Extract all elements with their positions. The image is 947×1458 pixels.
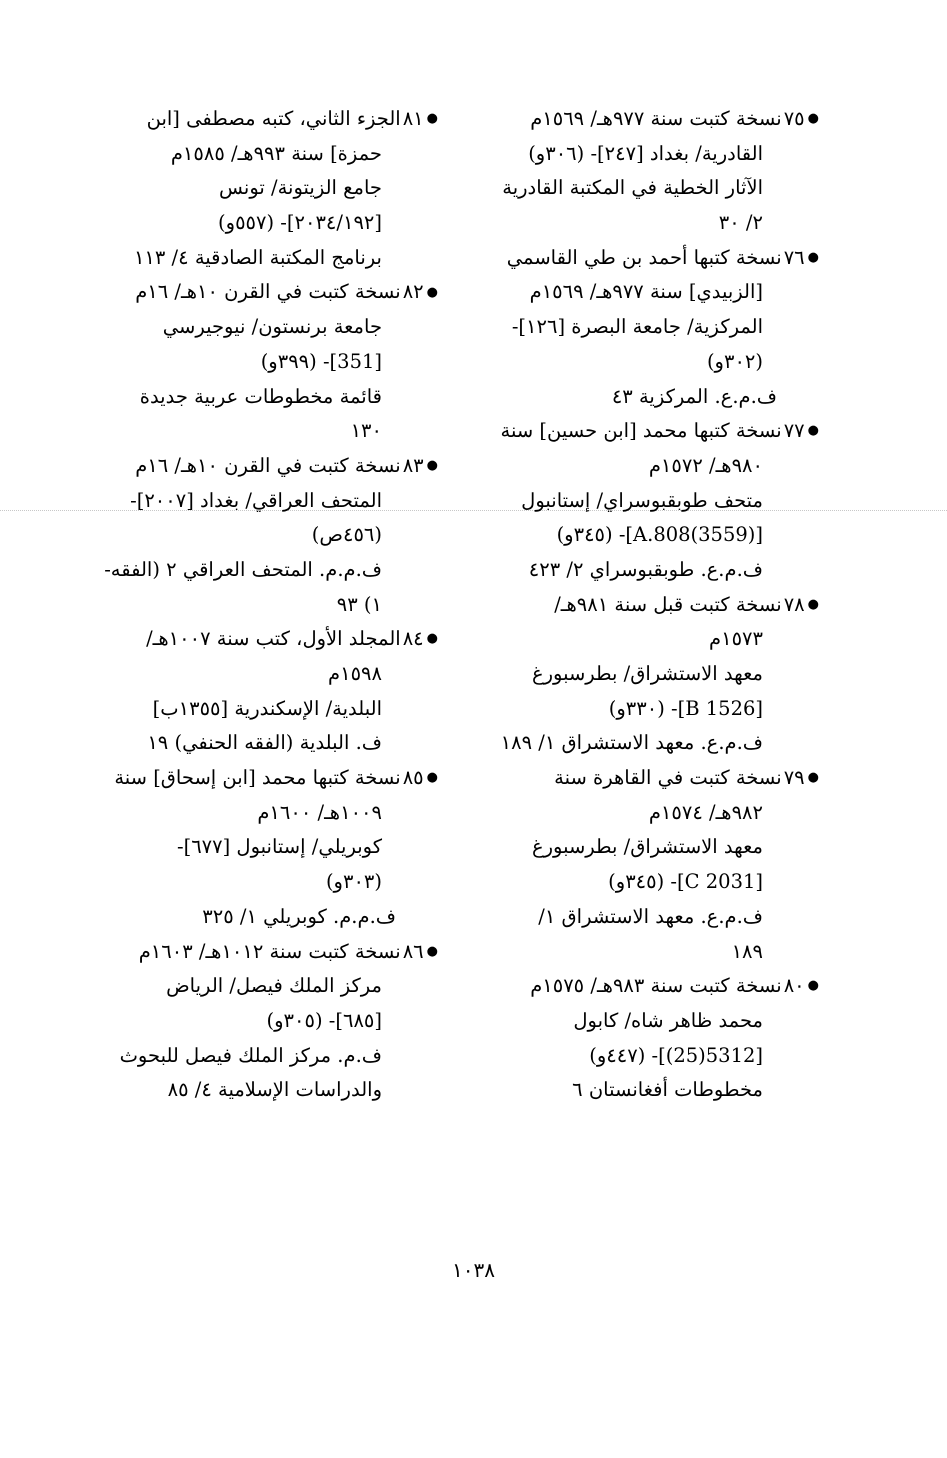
entry-number: ٨٠ [783, 974, 805, 998]
continuation-line: معهد الاستشراق/ بطرسبورغ [531, 662, 763, 685]
continuation-line: ف.م.ع. معهد الاستشراق ١/ ١٨٩ [500, 731, 763, 755]
bullet-icon: ● [426, 770, 438, 786]
continuation-line: (٣٠٢و) [706, 349, 763, 373]
continuation-line: ف. البلدية (الفقه الحنفي) ١٩ [147, 731, 382, 755]
continuation-line: متحف طوبقبوسراي/ إستانبول [521, 488, 763, 512]
page-number: ١٠٣٨ [452, 1258, 495, 1282]
entry-line [100, 622, 438, 657]
continuation-line: [351]- (٣٩٩و) [260, 349, 382, 373]
continuation-line: القادرية/ بغداد [٢٤٧]- (٣٠٦و) [528, 141, 763, 165]
continuation-line: ١٠٠٩هـ/ ١٦٠٠م [257, 800, 382, 824]
entry-number: ٧٦ [783, 245, 805, 269]
entry-number: ٨٣ [402, 453, 424, 477]
entry-text: نسخة كتبت سنة ٩٨٣هـ/ ١٥٧٥م [530, 974, 782, 998]
entry-line [474, 414, 819, 449]
entry-text: نسخة كتبها أحمد بن طي القاسمي [506, 245, 782, 269]
entry-line [474, 969, 819, 1004]
entry-line [100, 761, 438, 796]
continuation-line: [٢٠٣٤/١٩٢]- (٥٥٧و) [218, 211, 382, 235]
continuation-line: كوبريلي/ إستانبول [٦٧٧]- [176, 835, 382, 859]
continuation-line: جامعة برنستون/ نيوجيرسي [162, 315, 382, 339]
bullet-icon: ● [426, 284, 438, 300]
entry-line [474, 761, 819, 796]
continuation-line: محمد ظاهر شاه/ كابول [573, 1008, 763, 1032]
continuation-line: (٣٠٣و) [325, 870, 382, 894]
bullet-icon: ● [807, 423, 819, 439]
continuation-line: ف.م.م. كوبريلي ١/ ٣٢٥ [202, 904, 396, 928]
continuation-line: جامع الزيتونة/ تونس [219, 176, 382, 200]
entry-text: نسخة كتبت سنة ٩٧٧هـ/ ١٥٦٩م [530, 107, 782, 130]
continuation-line: ١٨٩ [731, 939, 763, 963]
entry-number: ٨٢ [402, 280, 424, 304]
entry-number: ٧٩ [783, 766, 805, 790]
continuation-line: [الزبيدي] سنة ٩٧٧هـ/ ١٥٦٩م [529, 280, 763, 304]
entry-text: نسخة كتبها محمد [ابن حسين] سنة [500, 419, 782, 443]
entry-number: ٨٥ [402, 766, 424, 790]
continuation-line: قائمة مخطوطات عربية جديدة [139, 384, 382, 408]
entry-number: ٨٦ [402, 939, 424, 963]
entry-text: نسخة كتبت قبل سنة ٩٨١هـ/ [554, 592, 782, 616]
continuation-line: الآثار الخطية في المكتبة القادرية [502, 176, 763, 200]
entry-text: الجزء الثاني، كتبه مصطفى [ابن [146, 107, 401, 130]
continuation-line: [5312(25)]- (٤٤٧و) [589, 1043, 763, 1067]
continuation-line: ٢/ ٣٠ [718, 211, 763, 235]
entry-line [474, 588, 819, 623]
continuation-line: ١) ٩٣ [336, 592, 382, 616]
entry-line [474, 102, 819, 137]
continuation-line: (٤٥٦ص) [311, 523, 382, 547]
continuation-line: [A.808(3559)]- (٣٤٥و) [556, 523, 763, 547]
entry-line [474, 241, 819, 276]
bullet-icon: ● [807, 596, 819, 612]
entry-number: ٧٥ [783, 107, 805, 130]
entry-line [100, 275, 438, 310]
left-column [100, 102, 438, 1108]
continuation-line: ١٥٧٣م [709, 627, 763, 651]
continuation-line: والدراسات الإسلامية ٤/ ٨٥ [167, 1078, 382, 1102]
entry-number: ٨١ [402, 107, 424, 130]
entry-number: ٧٨ [783, 592, 805, 616]
continuation-line: ١٥٩٨م [328, 662, 382, 685]
continuation-line: ١٣٠ [350, 419, 382, 443]
bullet-icon: ● [426, 111, 438, 127]
entry-text: نسخة كتبت في القرن ١٠هـ/ ١٦م [135, 453, 401, 477]
bullet-icon: ● [807, 111, 819, 127]
continuation-line: ف.م.ع. المركزية ٤٣ [611, 384, 777, 408]
continuation-line: ف.م. مركز الملك فيصل للبحوث [119, 1043, 382, 1067]
bullet-icon: ● [426, 458, 438, 474]
continuation-line: ٩٨٠هـ/ ١٥٧٢م [648, 453, 763, 477]
continuation-line: المركزية/ جامعة البصرة [١٢٦]- [511, 315, 763, 339]
continuation-line: ف.م.م. المتحف العراقي ٢ (الفقه- [104, 557, 382, 581]
entry-line [100, 449, 438, 484]
continuation-line: مخطوطات أفغانستان ٦ [572, 1078, 763, 1102]
continuation-line: [C 2031]- (٣٤٥و) [608, 870, 763, 894]
bullet-icon: ● [426, 943, 438, 959]
continuation-line: المتحف العراقي/ بغداد [٢٠٠٧]- [130, 488, 382, 512]
entry-text: المجلد الأول، كتب سنة ١٠٠٧هـ/ [146, 627, 401, 651]
entry-line [100, 102, 438, 137]
bullet-icon: ● [807, 249, 819, 265]
continuation-line: [B 1526]- (٣٣٠و) [608, 696, 763, 720]
continuation-line: البلدية/ الإسكندرية [١٣٥٥ب] [152, 696, 382, 720]
entry-number: ٧٧ [783, 419, 805, 443]
entry-text: نسخة كتبت في القاهرة سنة [554, 766, 782, 790]
entry-line [100, 935, 438, 970]
continuation-line: [٦٨٥]- (٣٠٥و) [266, 1008, 382, 1032]
continuation-line: برنامج المكتبة الصادقية ٤/ ١١٣ [133, 245, 382, 269]
continuation-line: مركز الملك فيصل/ الرياض [166, 974, 382, 998]
continuation-line: ف.م.ع. طوبقبوسراي ٢/ ٤٢٣ [528, 557, 763, 581]
entry-text: نسخة كتبت سنة ١٠١٢هـ/ ١٦٠٣م [138, 939, 401, 963]
bullet-icon: ● [807, 770, 819, 786]
entry-text: نسخة كتبت في القرن ١٠هـ/ ١٦م [135, 280, 401, 304]
right-column [474, 102, 819, 1108]
bullet-icon: ● [426, 631, 438, 647]
continuation-line: ٩٨٢هـ/ ١٥٧٤م [648, 800, 763, 824]
entry-number: ٨٤ [402, 627, 424, 651]
bullet-icon: ● [807, 978, 819, 994]
continuation-line: ف.م.ع. معهد الاستشراق ١/ [538, 904, 763, 928]
continuation-line: حمزة] سنة ٩٩٣هـ/ ١٥٨٥م [170, 141, 382, 165]
continuation-line: معهد الاستشراق/ بطرسبورغ [531, 835, 763, 859]
entry-text: نسخة كتبها محمد [ابن إسحاق] سنة [114, 766, 401, 790]
